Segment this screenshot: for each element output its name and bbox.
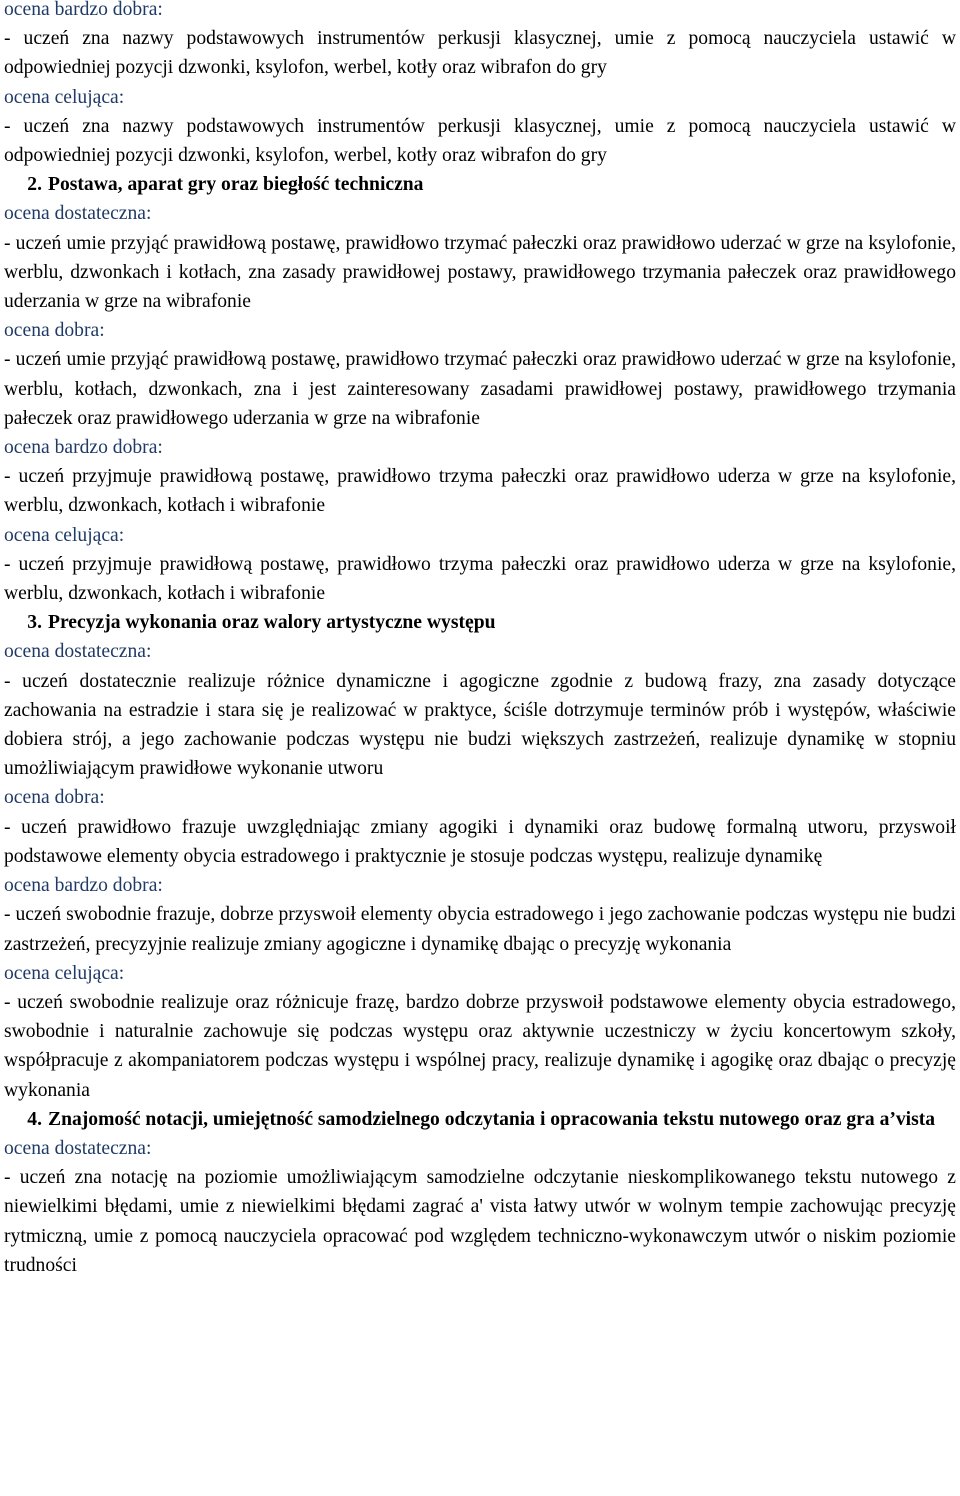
grade-label: ocena dobra: (4, 320, 105, 342)
grade-description: - uczeń zna nazwy podstawowych instrumentów perkusji klasycznej, umie z pomocą nauczyciela ustawić w odpowiedniej pozycji dzwonki, ksylofon, werbel, kotły oraz wibrafon do gry (4, 28, 956, 79)
grade-label: ocena dostateczna: (4, 1137, 152, 1159)
grade-label: ocena bardzo dobra: (4, 875, 163, 897)
document-page (4, 0, 956, 1280)
grade-description: - uczeń swobodnie frazuje, dobrze przyswoił elementy obycia estradowego i jego zachowanie podczas występu nie budzi zastrzeżeń, precyzyjnie realizuje zmiany agogiczne i dynamikę dbając o precyzję wykonania (4, 904, 956, 955)
section-heading-text: Precyzja wykonania oraz walory artystyczne występu (48, 612, 496, 634)
grade-description: - uczeń umie przyjąć prawidłową postawę, prawidłowo trzymać pałeczki oraz prawidłowo uderzać w grze na ksylofonie, werblu, kotłach, dzwonkach, zna i jest zainteresowany zasadami prawidłowej postawy, prawidłowego trzymania pałeczek oraz prawidłowego uderzania w grze na wibrafonie (4, 349, 956, 429)
grade-description: - uczeń przyjmuje prawidłową postawę, prawidłowo trzyma pałeczki oraz prawidłowo uderza w grze na ksylofonie, werblu, dzwonkach, kotłach i wibrafonie (4, 466, 956, 517)
grade-label: ocena celująca: (4, 86, 125, 108)
grade-description: - uczeń zna notację na poziomie umożliwiającym samodzielne odczytanie nieskomplikowanego tekstu nutowego z niewielkimi błędami, umie z niewielkimi błędami zagrać a' vista łatwy utwór w wolnym tempie zachowując precyzję rytmiczną, umie z pomocą nauczyciela opracować pod względem techniczno-wykonawczym utwór o niskim poziomie trudności (4, 1167, 956, 1276)
grade-label: ocena dostateczna: (4, 641, 152, 663)
section-heading (4, 608, 956, 637)
section-1 (4, 0, 956, 170)
grade-description: - uczeń przyjmuje prawidłową postawę, prawidłowo trzyma pałeczki oraz prawidłowo uderza w grze na ksylofonie, werblu, dzwonkach, kotłach i wibrafonie (4, 553, 956, 605)
section-4 (4, 1105, 956, 1280)
grade-description: - uczeń umie przyjąć prawidłową postawę, prawidłowo trzymać pałeczki oraz prawidłowo uderzać w grze na ksylofonie, werblu, dzwonkach i kotłach, zna zasady prawidłowej postawy, prawidłowego trzymania pałeczek oraz prawidłowego uderzania w grze na wibrafonie (4, 232, 956, 313)
grade-description: - uczeń dostatecznie realizuje różnice dynamiczne i agogiczne zgodnie z budową frazy, zna zasady dotyczące zachowania na estradzie i stara się je realizować w praktyce, ściśle dotrzymuje terminów prób i występów, właściwie dobiera strój, a jego zachowanie podczas występu nie budzi większych zastrzeżeń, realizuje dynamikę w stopniu umożliwiającym prawidłowe wykonanie utworu (4, 670, 956, 780)
grade-description: - uczeń swobodnie realizuje oraz różnicuje frazę, bardzo dobrze przyswoił podstawowe elementy obycia estradowego, swobodnie i naturalnie zachowuje się podczas występu oraz aktywnie uczestniczy w życiu koncertowym szkoły, współpracuje z akompaniatorem podczas występu i wspólnej pracy, realizuje dynamikę i agogikę oraz dbając o precyzję wykonania (4, 991, 956, 1101)
section-heading-number: 2. (27, 174, 42, 196)
grade-label: ocena dobra: (4, 787, 105, 809)
grade-label: ocena celująca: (4, 524, 125, 546)
section-heading-text: Znajomość notacji, umiejętność samodzielnego odczytania i opracowania tekstu nutowego oraz gra a’vista (48, 1108, 936, 1130)
grade-label: ocena celująca: (4, 962, 125, 984)
section-heading-number: 3. (27, 612, 42, 634)
section-heading (4, 170, 956, 199)
grade-description: - uczeń zna nazwy podstawowych instrumentów perkusji klasycznej, umie z pomocą nauczyciela ustawić w odpowiedniej pozycji dzwonki, ksylofon, werbel, kotły oraz wibrafon do gry (4, 115, 956, 167)
section-2 (4, 170, 956, 608)
grade-label: ocena bardzo dobra: (4, 0, 163, 20)
grade-label: ocena dostateczna: (4, 203, 152, 225)
grade-label: ocena bardzo dobra: (4, 437, 163, 459)
section-heading-text: Postawa, aparat gry oraz biegłość techniczna (48, 174, 424, 196)
grade-description: - uczeń prawidłowo frazuje uwzględniając zmiany agogiki i dynamiki oraz budowę formalną utworu, przyswoił podstawowe elementy obycia estradowego i praktycznie je stosuje podczas występu, realizuje dynamikę (4, 816, 956, 867)
section-heading-number: 4. (27, 1108, 42, 1130)
section-3 (4, 608, 956, 1104)
section-heading (4, 1105, 956, 1134)
